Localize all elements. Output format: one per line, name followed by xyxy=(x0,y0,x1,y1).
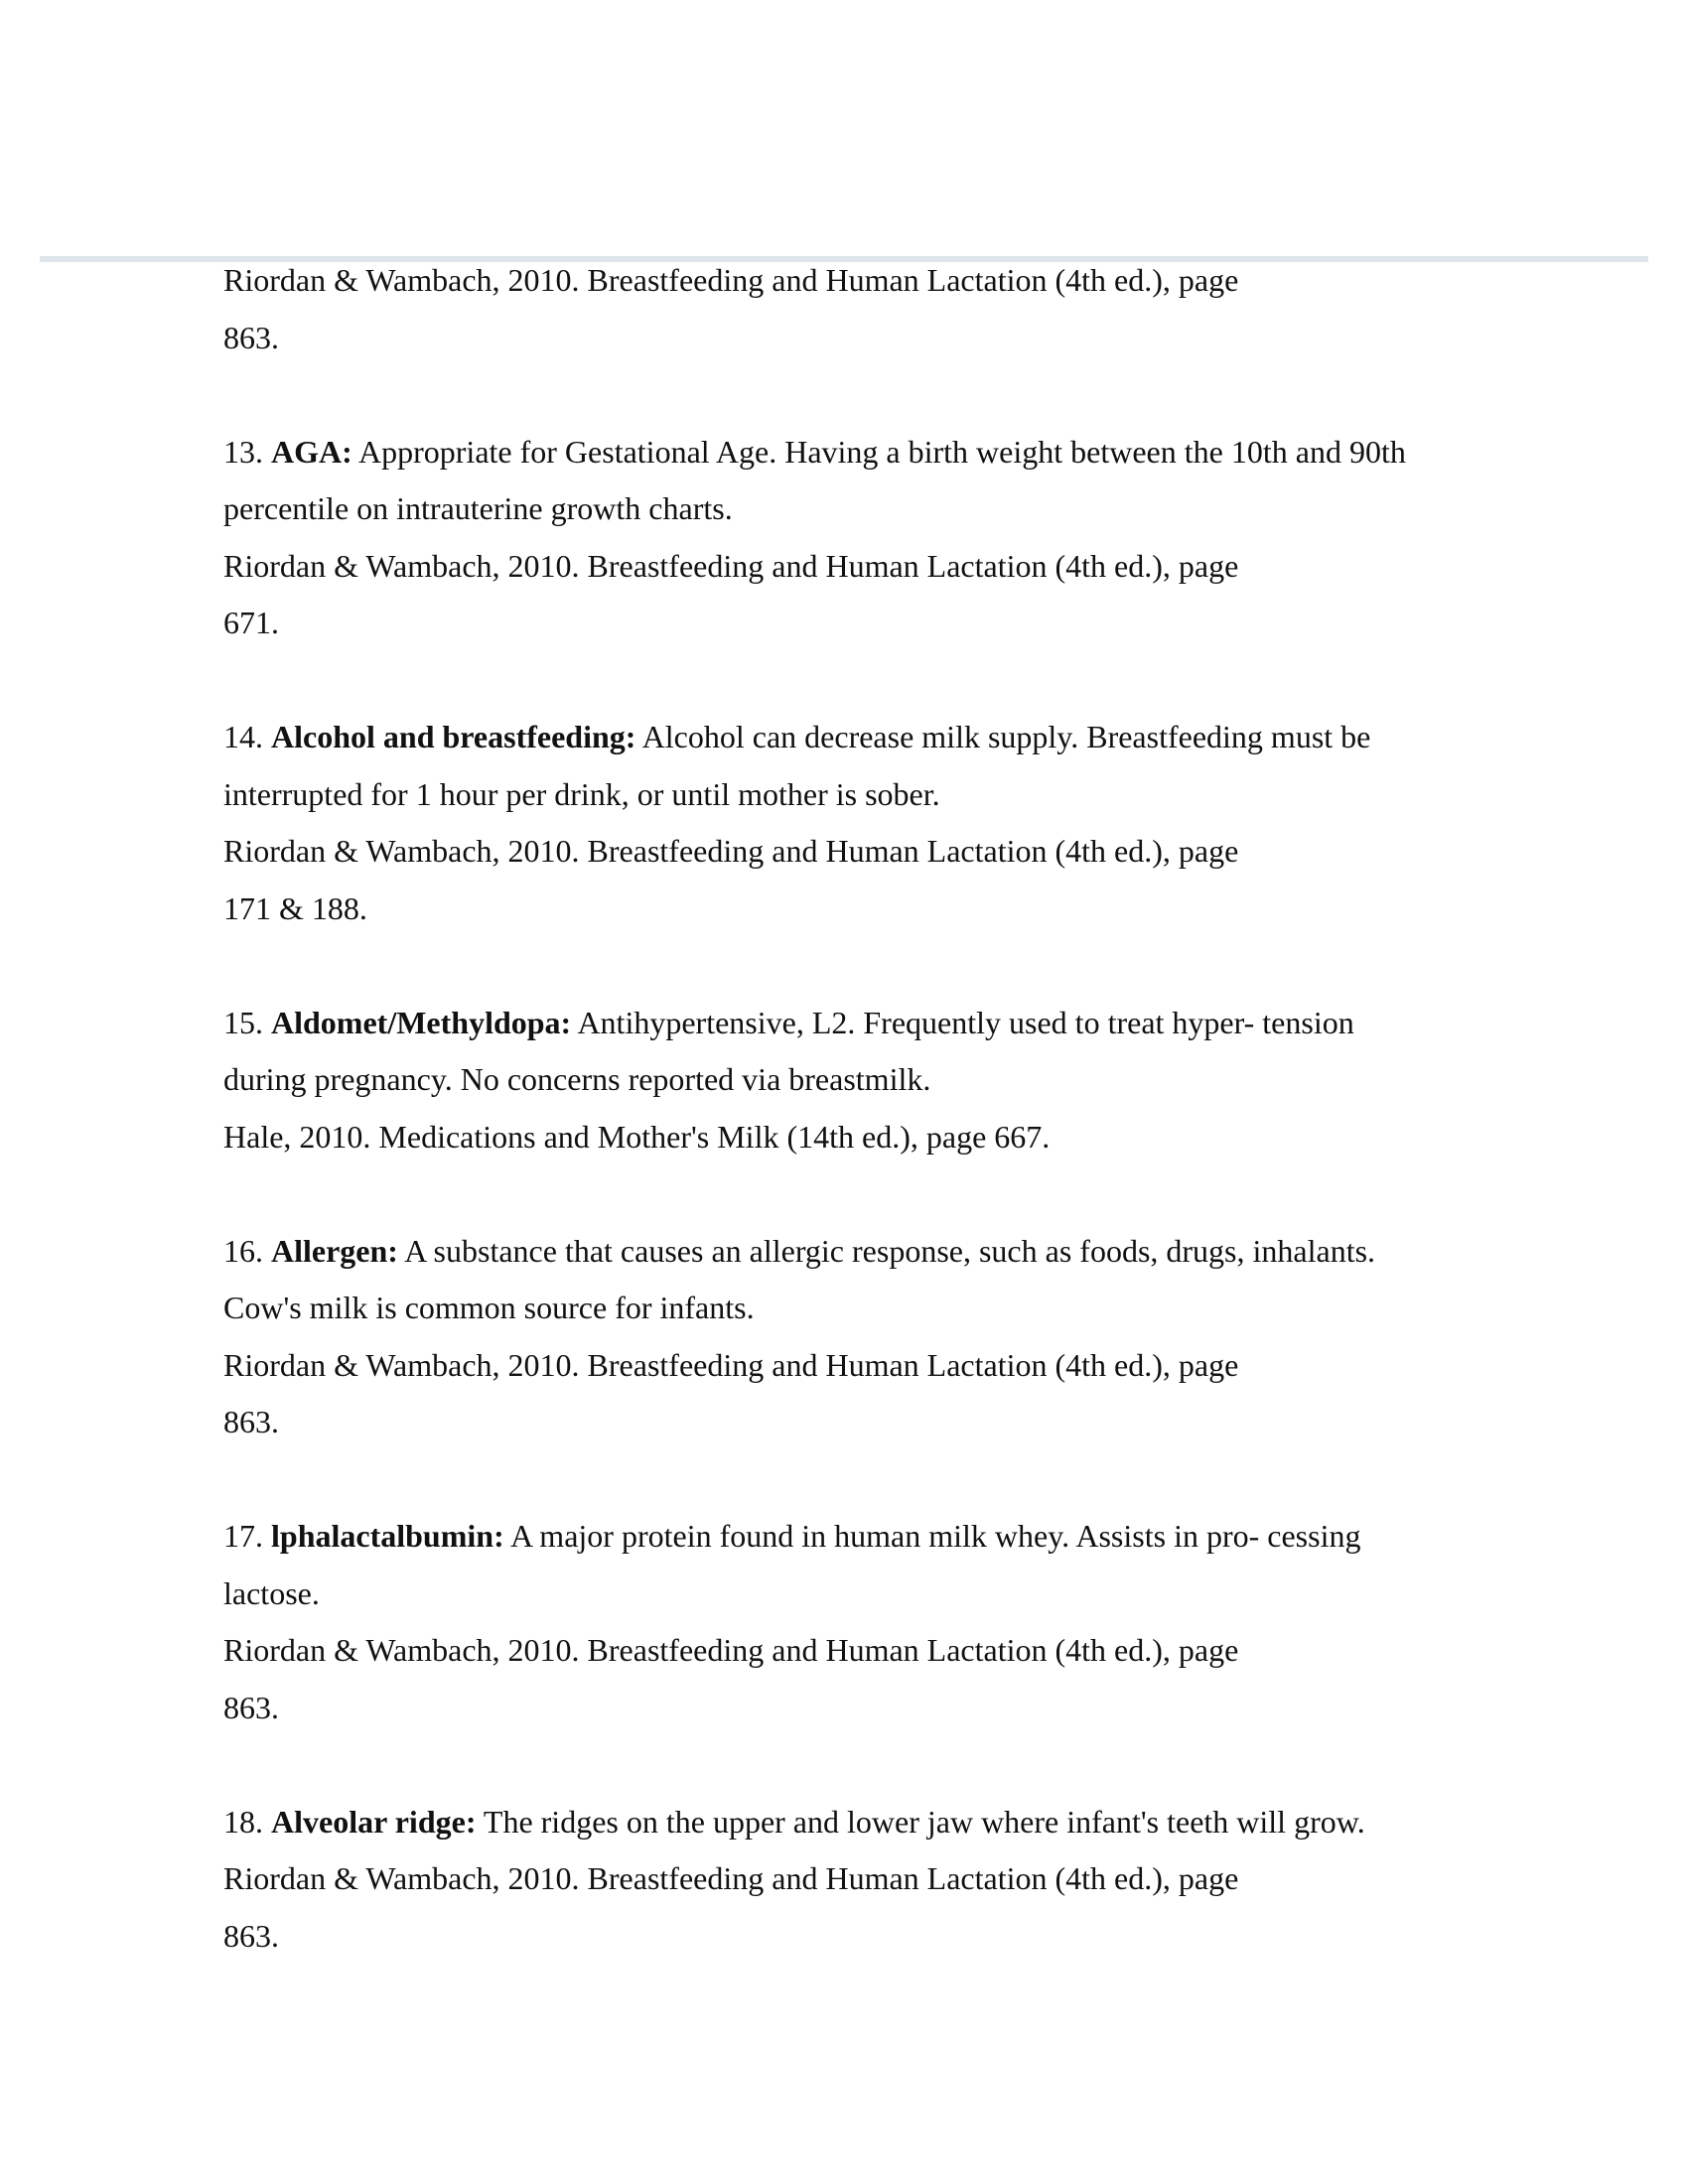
citation-page: 671. xyxy=(223,605,279,640)
citation: Riordan & Wambach, 2010. Breastfeeding and Human Lactation (4th ed.), page xyxy=(223,833,1239,869)
glossary-entry-18 xyxy=(223,1794,1514,1966)
citation-page: 863. xyxy=(223,319,279,355)
glossary-page xyxy=(223,252,1514,1965)
citation: Riordan & Wambach, 2010. Breastfeeding and Human Lactation (4th ed.), page xyxy=(223,1632,1239,1668)
entry-definition: Antihypertensive, L2. Frequently used to treat hyper- tension xyxy=(577,1004,1354,1040)
glossary-entry-continued xyxy=(223,252,1514,366)
citation-page: 863. xyxy=(223,1404,279,1439)
entry-number: 15. xyxy=(223,1004,263,1040)
entry-number: 18. xyxy=(223,1803,263,1840)
citation: Riordan & Wambach, 2010. Breastfeeding and Human Lactation (4th ed.), page xyxy=(223,547,1239,584)
entry-definition-cont: lactose. xyxy=(223,1574,320,1611)
entry-term: Alveolar ridge: xyxy=(271,1803,477,1840)
entry-term: Aldomet/Methyldopa: xyxy=(271,1004,572,1040)
entry-definition: Alcohol can decrease milk supply. Breastfeeding must be xyxy=(641,719,1371,754)
entry-term: Allergen: xyxy=(271,1232,398,1269)
glossary-entry-15 xyxy=(223,995,1514,1166)
citation-page: 863. xyxy=(223,1689,279,1725)
entry-definition: The ridges on the upper and lower jaw where infant's teeth will grow. xyxy=(483,1803,1365,1840)
entry-term: lphalactalbumin: xyxy=(271,1518,504,1554)
citation: Riordan & Wambach, 2010. Breastfeeding and Human Lactation (4th ed.), page xyxy=(223,1860,1239,1896)
citation: Riordan & Wambach, 2010. Breastfeeding and Human Lactation (4th ed.), page xyxy=(223,1346,1239,1383)
entry-definition-cont: interrupted for 1 hour per drink, or until mother is sober. xyxy=(223,775,940,812)
entry-definition-cont: percentile on intrauterine growth charts. xyxy=(223,490,733,526)
glossary-entry-14 xyxy=(223,709,1514,937)
entry-definition: A substance that causes an allergic response, such as foods, drugs, inhalants. xyxy=(404,1232,1376,1269)
entry-number: 13. xyxy=(223,433,263,470)
citation-page: 863. xyxy=(223,1917,279,1954)
entry-definition-cont: during pregnancy. No concerns reported via breastmilk. xyxy=(223,1061,931,1097)
citation: Hale, 2010. Medications and Mother's Milk (14th ed.), page 667. xyxy=(223,1118,1051,1155)
entry-definition: Appropriate for Gestational Age. Having a birth weight between the 10th and 90th xyxy=(358,433,1406,470)
citation-page: 171 & 188. xyxy=(223,889,367,926)
entry-definition-cont: Cow's milk is common source for infants. xyxy=(223,1290,755,1325)
entry-term: Alcohol and breastfeeding: xyxy=(271,719,636,754)
glossary-entry-13 xyxy=(223,424,1514,652)
glossary-entry-17 xyxy=(223,1508,1514,1736)
entry-term: AGA: xyxy=(271,433,352,470)
glossary-entry-16 xyxy=(223,1223,1514,1451)
entry-number: 17. xyxy=(223,1518,263,1554)
citation: Riordan & Wambach, 2010. Breastfeeding and Human Lactation (4th ed.), page xyxy=(223,262,1239,298)
entry-definition: A major protein found in human milk whey. Assists in pro- cessing xyxy=(509,1518,1361,1554)
entry-number: 14. xyxy=(223,719,263,754)
entry-number: 16. xyxy=(223,1232,263,1269)
